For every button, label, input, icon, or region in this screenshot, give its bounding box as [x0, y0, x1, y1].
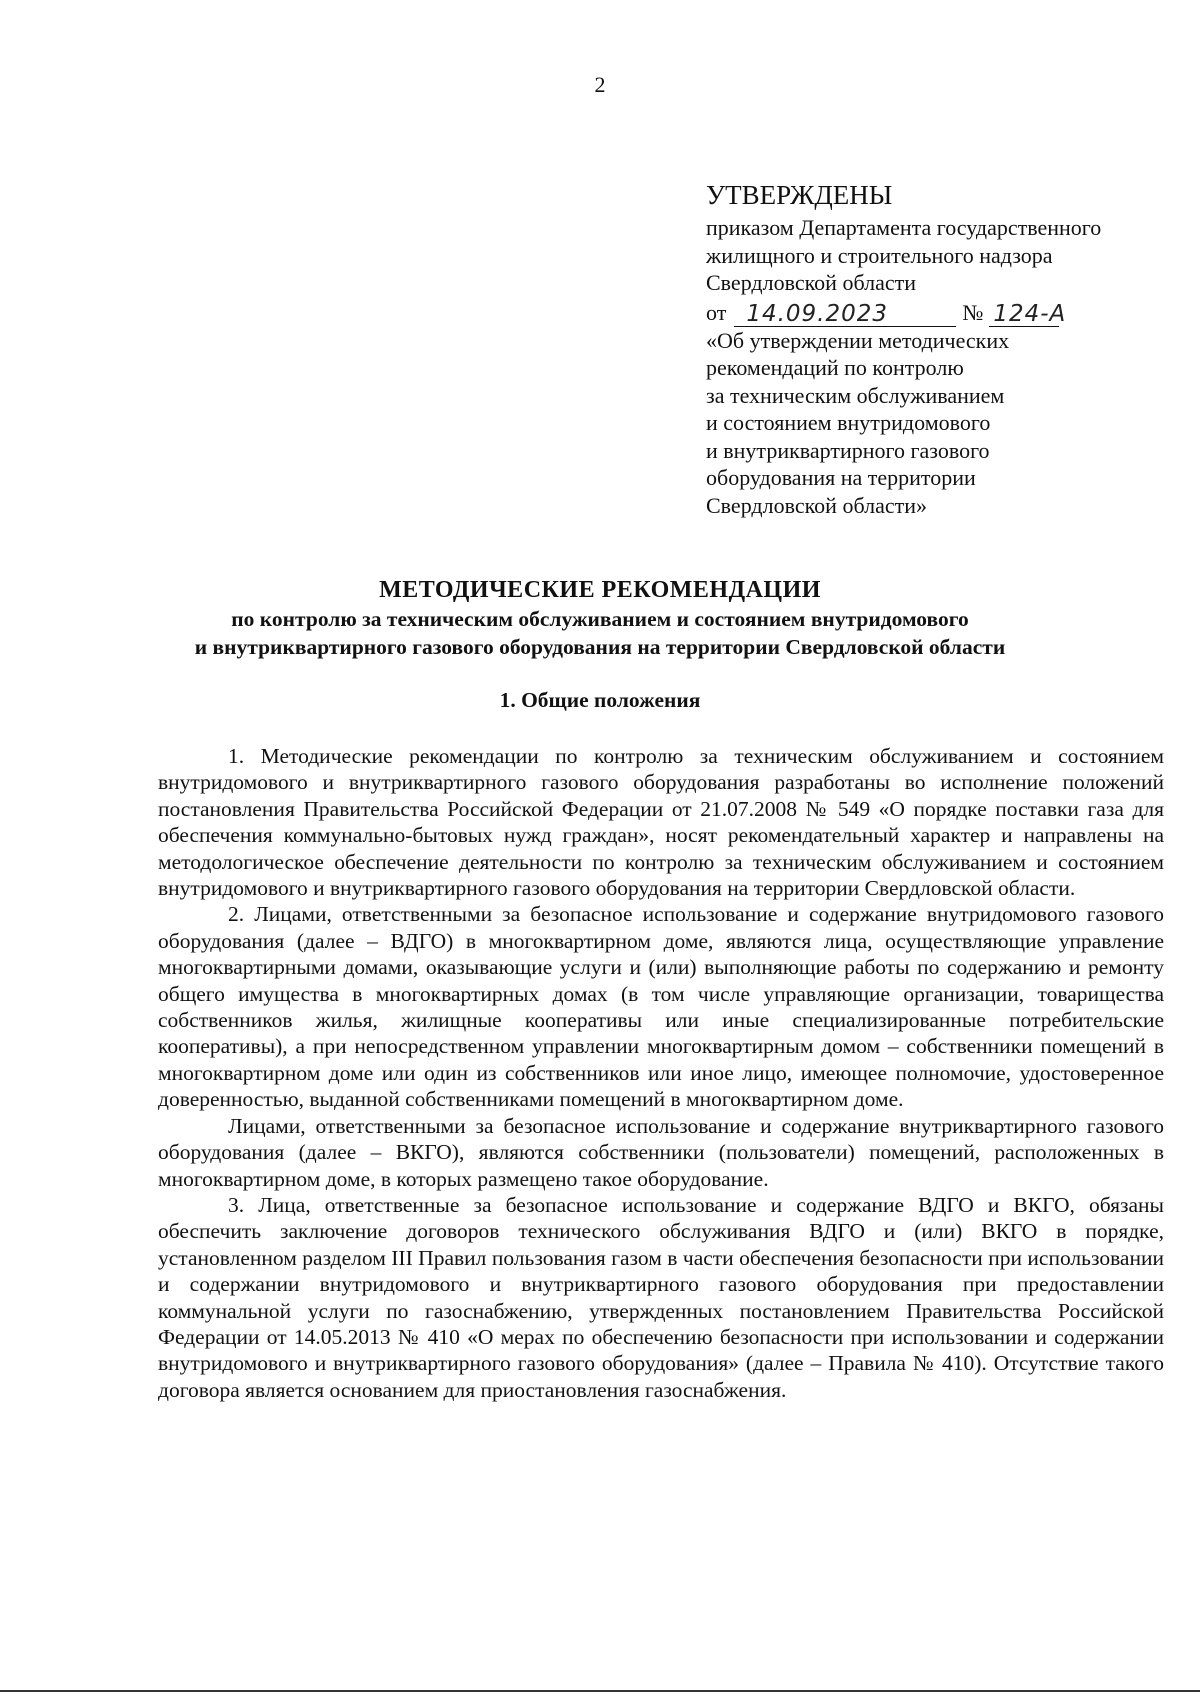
order-number-field	[989, 300, 1067, 327]
order-date-field	[734, 300, 956, 327]
approval-subject-line: «Об утверждении методических	[706, 327, 1010, 353]
approval-subject-line: и внутриквартирного газового	[706, 437, 990, 463]
order-date-number-row	[706, 297, 1146, 327]
approval-line: приказом Департамента государственного	[706, 215, 1102, 240]
document-subtitle-line: по контролю за техническим обслуживанием и состоянием внутридомового	[231, 607, 969, 631]
document-title	[0, 575, 1200, 661]
section-heading: 1. Общие положения	[499, 688, 701, 712]
approval-block	[706, 178, 1146, 519]
approval-subject-line: Свердловской области»	[706, 492, 927, 518]
number-prefix: №	[962, 300, 984, 325]
order-number-handwritten: 124-А	[993, 300, 1067, 327]
paragraph: Лицами, ответственными за безопасное использование и содержание внутриквартирного газового оборудования (далее – ВКГО), являются собственники (пользователи) помещений, расположенных в многоквартирном доме, в которых размещено такое оборудование.	[158, 1113, 1164, 1191]
page-number: 2	[594, 72, 606, 97]
approval-line: жилищного и строительного надзора	[706, 242, 1053, 268]
approval-title: УТВЕРЖДЕНЫ	[706, 180, 893, 210]
approval-subject-line: рекомендаций по контролю	[706, 355, 964, 380]
approval-subject-line: оборудования на территории	[706, 465, 976, 490]
paragraph: 1. Методические рекомендации по контролю за техническим обслуживанием и состоянием внутридомового и внутриквартирного газового оборудования разработаны во исполнение положений постановления Правительства Российской Федерации от 21.07.2008 № 549 «О порядке поставки газа для обеспечения коммунально-бытовых нужд граждан», носят рекомендательный характер и направлены на методологическое обеспечение деятельности по контролю за техническим обслуживанием и состоянием внутридомового и внутриквартирного газового оборудования на территории Свердловской области.	[158, 744, 1164, 901]
document-body	[158, 743, 1164, 1403]
page-bottom-edge	[0, 1690, 1200, 1692]
document-subtitle-line: и внутриквартирного газового оборудования на территории Свердловской области	[194, 635, 1006, 659]
document-main-title: МЕТОДИЧЕСКИЕ РЕКОМЕНДАЦИИ	[379, 577, 821, 603]
order-date-handwritten: 14.09.2023	[746, 300, 889, 327]
paragraph: 3. Лица, ответственные за безопасное использование и содержание ВДГО и ВКГО, обязаны обеспечить заключение договоров технического обслуживания ВДГО и (или) ВКГО в порядке, установленном разделом III Правил пользования газом в части обеспечения безопасности при использовании и содержании внутридомового и внутриквартирного газового оборудования при предоставлении коммунальной услуги по газоснабжению, утвержденных постановлением Правительства Российской Федерации от 14.05.2013 № 410 «О мерах по обеспечению безопасности при использовании и содержании внутридомового и внутриквартирного газового оборудования» (далее – Правила № 410). Отсутствие такого договора является основанием для приостановления газоснабжения.	[158, 1192, 1164, 1402]
date-prefix: от	[706, 300, 727, 325]
paragraph: 2. Лицами, ответственными за безопасное использование и содержание внутридомового газового оборудования (далее – ВДГО) в многоквартирном доме, являются лица, осуществляющие управление многоквартирными домами, оказывающие услуги и (или) выполняющие работы по содержанию и ремонту общего имущества в многоквартирных домах (в том числе управляющие организации, товарищества собственников жилья, жилищные кооперативы или иные специализированные потребительские кооперативы), а при непосредственном управлении многоквартирным домом – собственники помещений в многоквартирном доме или один из собственников или иное лицо, имеющее полномочие, удостоверенное доверенностью, выданной собственниками помещений в многоквартирном доме.	[158, 902, 1164, 1112]
approval-subject-line: за техническим обслуживанием	[706, 382, 1005, 408]
approval-line: Свердловской области	[706, 270, 916, 295]
approval-subject-line: и состоянием внутридомового	[706, 410, 991, 435]
